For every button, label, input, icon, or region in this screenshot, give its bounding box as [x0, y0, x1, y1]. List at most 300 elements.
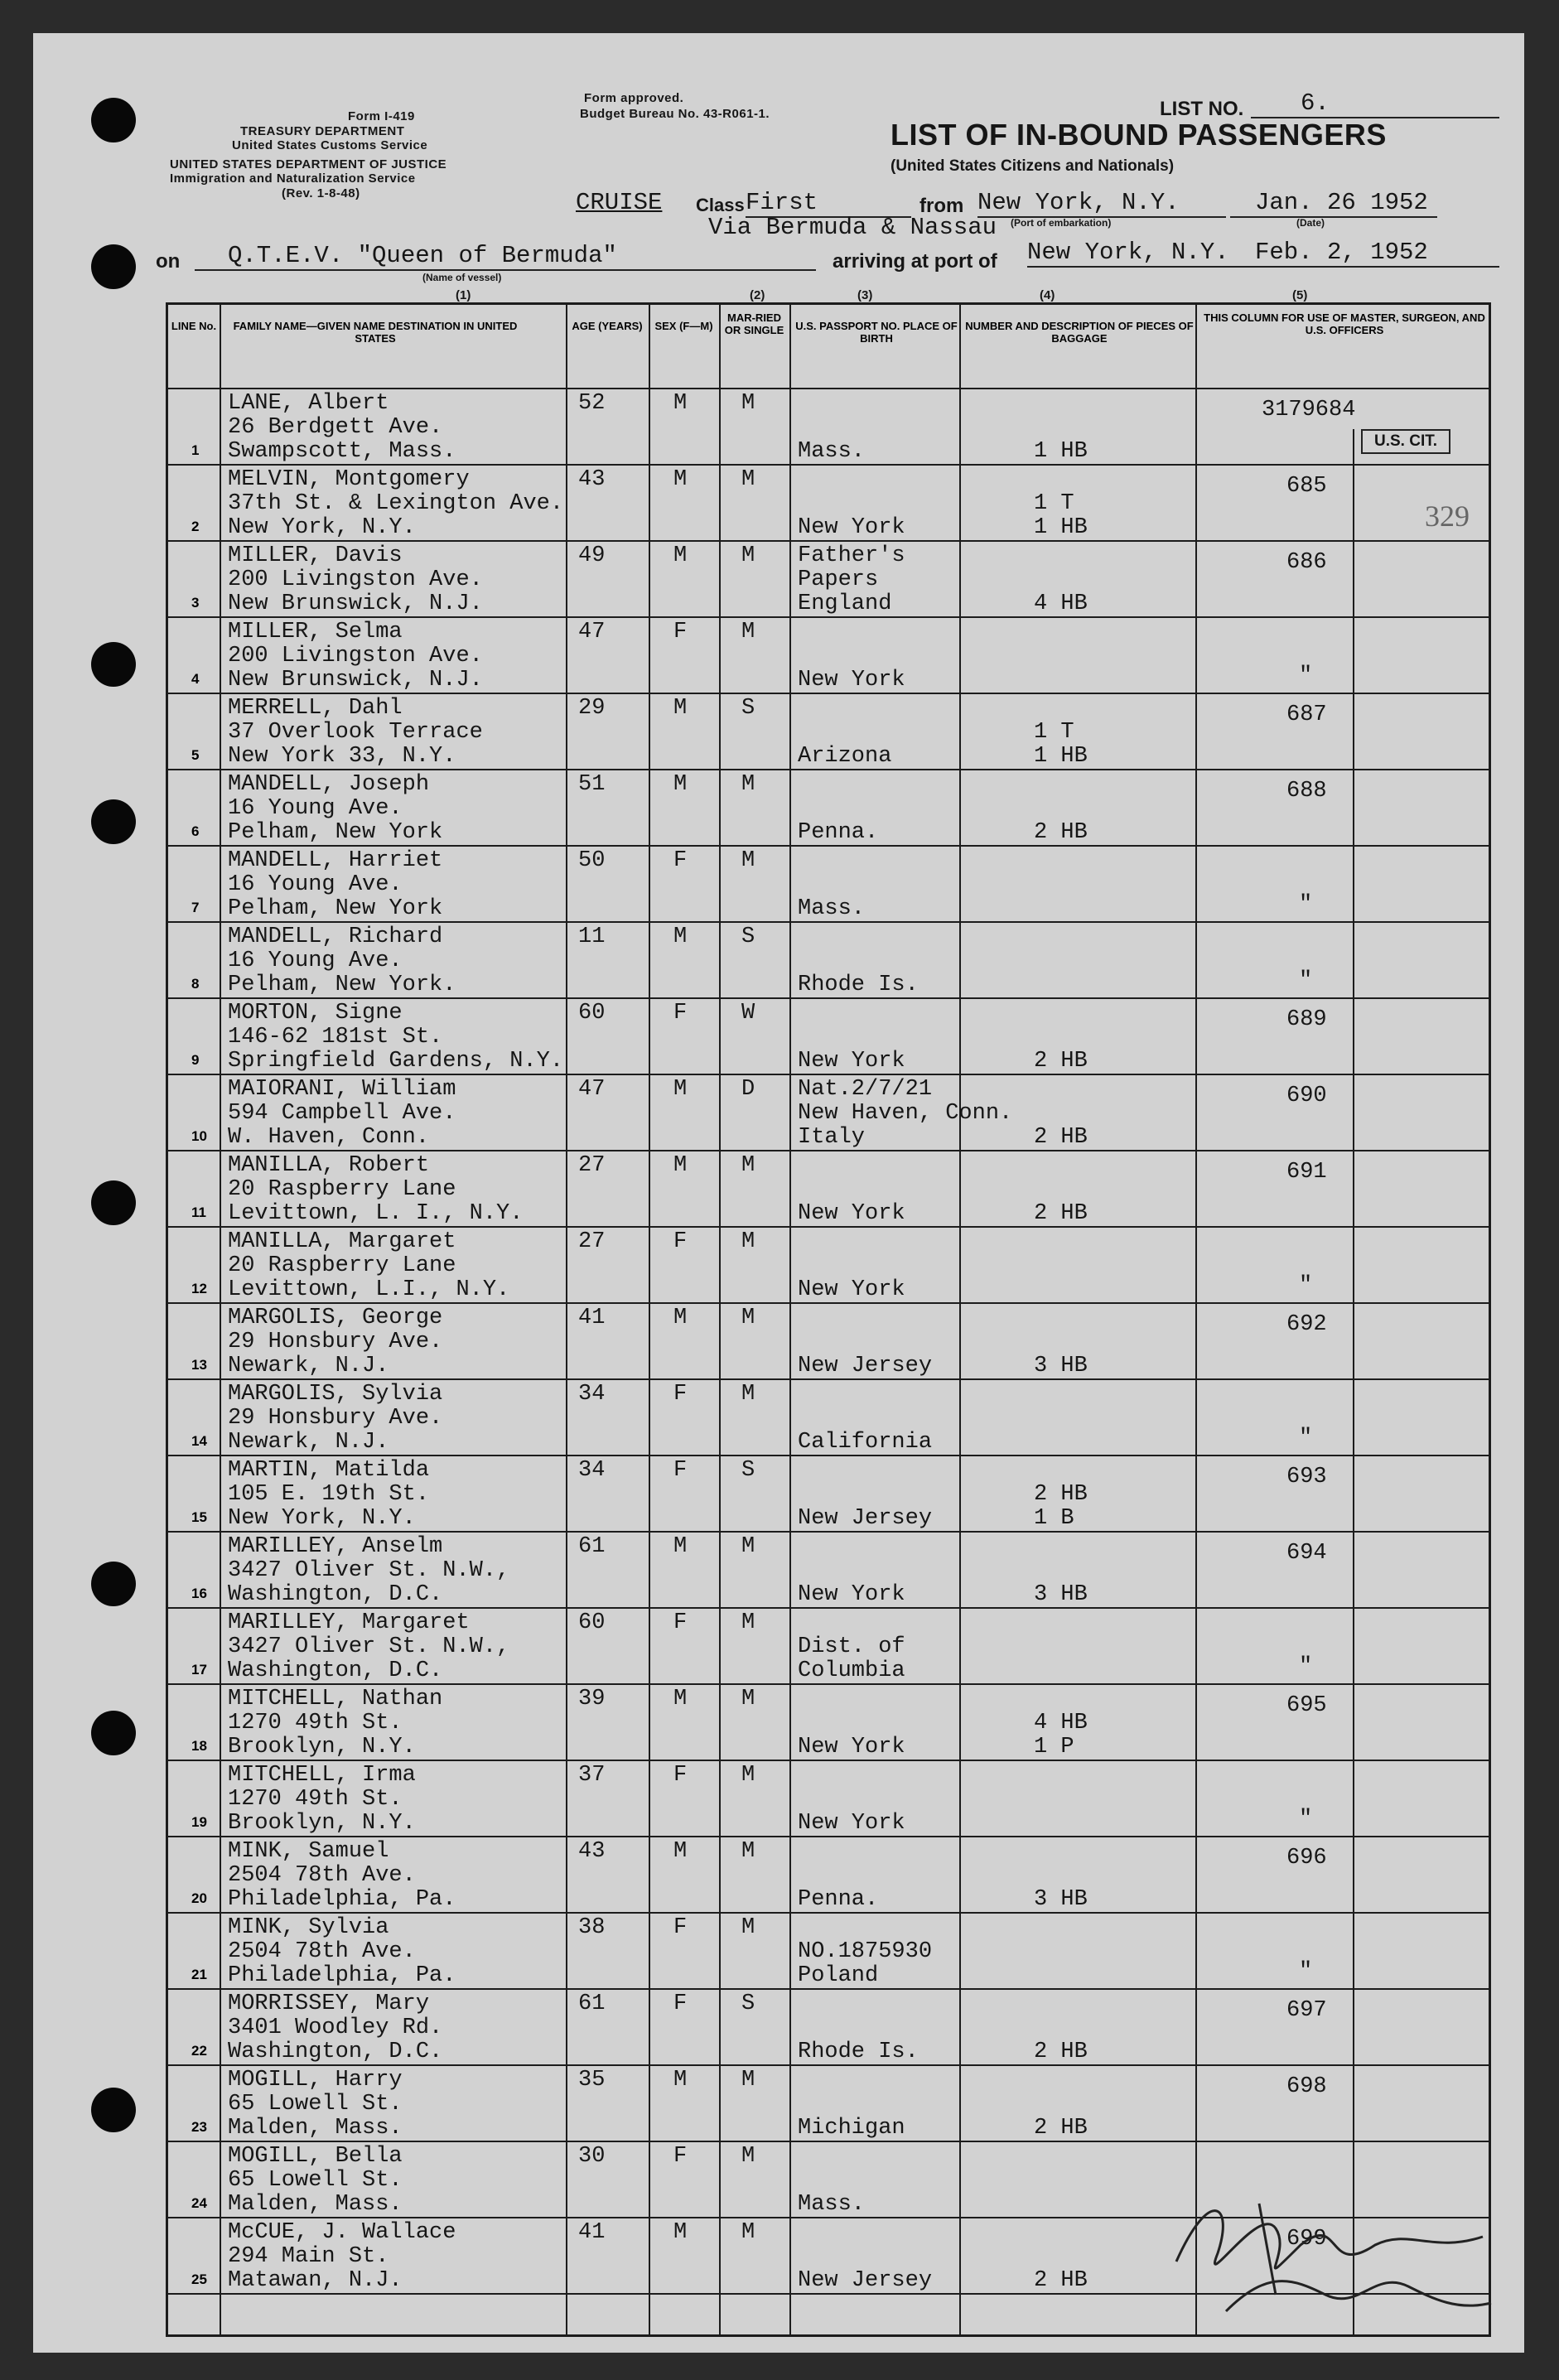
form-title: LIST OF IN-BOUND PASSENGERS	[891, 118, 1387, 152]
officer-number: 693	[1286, 1465, 1327, 1489]
address-line-2: Pelham, New York	[228, 896, 443, 921]
line-number: 2	[191, 519, 200, 534]
officer-number: 692	[1286, 1312, 1327, 1337]
line-number: 4	[191, 671, 200, 687]
place-of-birth-3: New York	[798, 1582, 905, 1607]
marital-status: M	[741, 1153, 755, 1178]
address-line-1: 16 Young Ave.	[228, 872, 403, 897]
from-port: New York, N.Y.	[977, 189, 1226, 218]
table-row	[168, 1456, 1489, 1533]
age: 60	[578, 1001, 606, 1026]
passenger-name: MITCHELL, Nathan	[228, 1687, 443, 1711]
col-header-officers: THIS COLUMN FOR USE OF MASTER, SURGEON, AND U.S. OFFICERS	[1204, 311, 1485, 336]
marital-status: M	[741, 391, 755, 416]
address-line-1: 29 Honsbury Ave.	[228, 1406, 443, 1431]
passenger-name: MOGILL, Harry	[228, 2068, 403, 2093]
sex: F	[673, 1763, 688, 1788]
address-line-2: Philadelphia, Pa.	[228, 1963, 456, 1988]
place-of-birth-2: Dist. of	[798, 1634, 905, 1659]
col-header-name: FAMILY NAME—GIVEN NAME DESTINATION IN UNITED STATES	[233, 320, 518, 345]
line-number: 16	[191, 1586, 207, 1601]
address-line-2: New Brunswick, N.J.	[228, 591, 483, 616]
handwritten-signature	[1160, 2154, 1508, 2336]
table-row	[168, 1837, 1489, 1914]
baggage-1: 2 HB	[1034, 1482, 1088, 1507]
line-number: 3	[191, 595, 200, 611]
baggage-2: 3 HB	[1034, 1354, 1088, 1378]
address-line-2: Newark, N.J.	[228, 1430, 389, 1455]
place-of-birth-3: New York	[798, 668, 905, 693]
sex: M	[673, 467, 688, 492]
place-of-birth-3: Mass.	[798, 896, 866, 921]
vessel-caption: (Name of vessel)	[422, 272, 502, 283]
address-line-1: 1270 49th St.	[228, 1711, 403, 1736]
marital-status: M	[741, 543, 755, 568]
col-header-sex: SEX (F—M)	[654, 320, 713, 332]
revision-date: (Rev. 1-8-48)	[282, 186, 360, 200]
table-row	[168, 1685, 1489, 1761]
manifest-sheet	[33, 33, 1524, 2353]
age: 51	[578, 772, 606, 797]
age: 30	[578, 2144, 606, 2169]
age: 38	[578, 1915, 606, 1940]
officer-number: 687	[1286, 702, 1327, 727]
col-number-4: (4)	[1040, 288, 1055, 302]
ditto-mark: "	[1299, 1654, 1313, 1679]
table-row	[168, 1990, 1489, 2066]
place-of-birth-3: Mass.	[798, 2192, 866, 2217]
place-of-birth-3: New Jersey	[798, 1354, 933, 1378]
age: 43	[578, 1839, 606, 1864]
place-of-birth-3: England	[798, 591, 892, 616]
line-number: 7	[191, 900, 200, 915]
marital-status: S	[741, 696, 755, 721]
table-row	[168, 847, 1489, 923]
arrival-date: Feb. 2, 1952	[1255, 239, 1428, 266]
sex: M	[673, 1839, 688, 1864]
passenger-name: MELVIN, Montgomery	[228, 467, 470, 492]
col-header-married: MAR-RIED OR SINGLE	[724, 311, 784, 336]
ditto-mark: "	[1299, 892, 1313, 917]
ditto-mark: "	[1299, 664, 1313, 688]
marital-status: W	[741, 1001, 755, 1026]
passenger-name: MARGOLIS, George	[228, 1306, 443, 1330]
class-label: Class	[696, 195, 745, 215]
place-of-birth-3: New York	[798, 1277, 905, 1302]
table-row	[168, 1914, 1489, 1990]
punch-hole	[91, 2088, 136, 2132]
marital-status: M	[741, 1610, 755, 1635]
marital-status: M	[741, 2068, 755, 2093]
place-of-birth-2: New Haven, Conn.	[798, 1101, 1013, 1126]
address-line-2: Washington, D.C.	[228, 1582, 443, 1607]
place-of-birth-3: Columbia	[798, 1658, 905, 1683]
line-number: 10	[191, 1128, 207, 1144]
form-number: Form I-419	[348, 109, 415, 123]
place-of-birth-3: New York	[798, 515, 905, 540]
address-line-2: Malden, Mass.	[228, 2116, 403, 2141]
passenger-name: LANE, Albert	[228, 391, 389, 416]
place-of-birth-3: Arizona	[798, 744, 892, 769]
marital-status: S	[741, 1458, 755, 1483]
table-row	[168, 1761, 1489, 1837]
passenger-name: MARTIN, Matilda	[228, 1458, 430, 1483]
sex: M	[673, 924, 688, 949]
table-row	[168, 1075, 1489, 1151]
us-cit-annotation: U.S. CIT.	[1361, 429, 1450, 454]
table-row	[168, 1151, 1489, 1228]
place-of-birth-3: Penna.	[798, 1887, 879, 1912]
line-number: 5	[191, 747, 200, 763]
port-caption: (Port of embarkation)	[1011, 217, 1112, 229]
table-row	[168, 1380, 1489, 1456]
age: 27	[578, 1153, 606, 1178]
place-of-birth-3: New Jersey	[798, 1506, 933, 1531]
form-subtitle: (United States Citizens and Nationals)	[891, 157, 1175, 175]
address-line-2: Levittown, L.I., N.Y.	[228, 1277, 510, 1302]
baggage-2: 1 HB	[1034, 515, 1088, 540]
age: 60	[578, 1610, 606, 1635]
sex: F	[673, 1610, 688, 1635]
baggage-2: 4 HB	[1034, 591, 1088, 616]
age: 47	[578, 620, 606, 644]
sex: M	[673, 1153, 688, 1178]
line-number: 12	[191, 1281, 207, 1296]
address-line-1: 594 Campbell Ave.	[228, 1101, 456, 1126]
baggage-2: 2 HB	[1034, 1201, 1088, 1226]
passenger-table	[166, 302, 1491, 2337]
address-line-1: 65 Lowell St.	[228, 2168, 403, 2193]
line-number: 20	[191, 1890, 207, 1906]
sex: M	[673, 696, 688, 721]
punch-hole	[91, 1180, 136, 1225]
age: 35	[578, 2068, 606, 2093]
punch-hole	[91, 642, 136, 687]
baggage-2: 2 HB	[1034, 820, 1088, 845]
officer-number: 686	[1286, 550, 1327, 575]
stamp-number: 329	[1425, 500, 1470, 533]
address-line-1: 16 Young Ave.	[228, 949, 403, 973]
marital-status: S	[741, 924, 755, 949]
officer-number: 696	[1286, 1846, 1327, 1871]
marital-status: M	[741, 2144, 755, 2169]
marital-status: M	[741, 467, 755, 492]
passenger-name: MANILLA, Margaret	[228, 1229, 456, 1254]
line-number: 25	[191, 2271, 207, 2287]
passenger-name: MITCHELL, Irma	[228, 1763, 416, 1788]
on-label: on	[156, 250, 181, 273]
address-line-2: New Brunswick, N.J.	[228, 668, 483, 693]
line-number: 9	[191, 1052, 200, 1068]
place-of-birth-2: NO.1875930	[798, 1939, 933, 1964]
age: 41	[578, 1306, 606, 1330]
passenger-name: McCUE, J. Wallace	[228, 2220, 456, 2245]
ditto-mark: "	[1299, 1273, 1313, 1298]
table-row	[168, 542, 1489, 618]
customs-service: United States Customs Service	[232, 138, 428, 152]
baggage-2: 2 HB	[1034, 2116, 1088, 2141]
form-approved: Form approved.	[584, 91, 684, 105]
first-control-number: 3179684	[1262, 398, 1356, 422]
table-row	[168, 1609, 1489, 1685]
age: 39	[578, 1687, 606, 1711]
officer-number: 698	[1286, 2074, 1327, 2099]
baggage-1: 1 T	[1034, 491, 1074, 516]
table-row	[168, 999, 1489, 1075]
marital-status: M	[741, 1229, 755, 1254]
age: 11	[578, 924, 606, 949]
vessel-name: Q.T.E.V. "Queen of Bermuda"	[195, 242, 816, 271]
passenger-name: MINK, Samuel	[228, 1839, 389, 1864]
marital-status: M	[741, 1382, 755, 1407]
passenger-name: MERRELL, Dahl	[228, 696, 403, 721]
table-row	[168, 2066, 1489, 2142]
address-line-1: 20 Raspberry Lane	[228, 1253, 456, 1278]
sex: F	[673, 1915, 688, 1940]
place-of-birth-3: Rhode Is.	[798, 973, 919, 997]
col-header-baggage: NUMBER AND DESCRIPTION OF PIECES OF BAGGAGE	[965, 320, 1194, 345]
passenger-name: MANDELL, Richard	[228, 924, 443, 949]
place-of-birth-3: Rhode Is.	[798, 2040, 919, 2064]
sex: F	[673, 620, 688, 644]
sex: M	[673, 2220, 688, 2245]
sex: F	[673, 1458, 688, 1483]
address-line-1: 20 Raspberry Lane	[228, 1177, 456, 1202]
marital-status: M	[741, 848, 755, 873]
baggage-2: 2 HB	[1034, 1125, 1088, 1150]
passenger-name: MORTON, Signe	[228, 1001, 403, 1026]
sex: M	[673, 2068, 688, 2093]
table-row	[168, 466, 1489, 542]
baggage-2: 3 HB	[1034, 1887, 1088, 1912]
address-line-1: 2504 78th Ave.	[228, 1939, 416, 1964]
baggage-2: 1 B	[1034, 1506, 1074, 1531]
address-line-1: 200 Livingston Ave.	[228, 644, 483, 669]
sex: M	[673, 1306, 688, 1330]
address-line-1: 2504 78th Ave.	[228, 1863, 416, 1888]
marital-status: D	[741, 1077, 755, 1102]
age: 41	[578, 2220, 606, 2245]
marital-status: M	[741, 1534, 755, 1559]
passenger-name: MANILLA, Robert	[228, 1153, 430, 1178]
arriving-label: arriving at port of	[833, 250, 997, 273]
list-no-label: LIST NO.	[1160, 98, 1244, 120]
baggage-2: 2 HB	[1034, 2268, 1088, 2293]
col-number-2: (2)	[750, 288, 765, 302]
place-of-birth-3: Poland	[798, 1963, 879, 1988]
address-line-1: 29 Honsbury Ave.	[228, 1330, 443, 1354]
place-of-birth-1: Nat.2/7/21	[798, 1077, 933, 1102]
baggage-2: 2 HB	[1034, 1049, 1088, 1074]
address-line-2: Brooklyn, N.Y.	[228, 1811, 416, 1836]
address-line-2: New York 33, N.Y.	[228, 744, 456, 769]
age: 27	[578, 1229, 606, 1254]
passenger-name: MANDELL, Joseph	[228, 772, 430, 797]
officer-number: 691	[1286, 1160, 1327, 1185]
line-number: 15	[191, 1509, 207, 1525]
col-header-age: AGE (YEARS)	[572, 320, 643, 332]
line-number: 11	[191, 1204, 206, 1220]
address-line-2: W. Haven, Conn.	[228, 1125, 430, 1150]
address-line-2: Washington, D.C.	[228, 1658, 443, 1683]
line-number: 23	[191, 2119, 207, 2135]
address-line-1: 200 Livingston Ave.	[228, 567, 483, 592]
address-line-1: 3427 Oliver St. N.W.,	[228, 1634, 510, 1659]
officer-number: 688	[1286, 779, 1327, 804]
age: 34	[578, 1458, 606, 1483]
address-line-1: 1270 49th St.	[228, 1787, 403, 1812]
address-line-1: 65 Lowell St.	[228, 2092, 403, 2117]
punch-hole	[91, 799, 136, 844]
passenger-name: MILLER, Davis	[228, 543, 403, 568]
age: 61	[578, 1991, 606, 2016]
marital-status: M	[741, 1839, 755, 1864]
list-no-value: 6.	[1251, 89, 1499, 118]
address-line-2: Washington, D.C.	[228, 2040, 443, 2064]
marital-status: S	[741, 1991, 755, 2016]
officer-number: 685	[1286, 474, 1327, 499]
line-number: 13	[191, 1357, 207, 1373]
budget-bureau: Budget Bureau No. 43-R061-1.	[580, 107, 770, 121]
passenger-name: MILLER, Selma	[228, 620, 403, 644]
address-line-2: New York, N.Y.	[228, 1506, 416, 1531]
place-of-birth-3: Italy	[798, 1125, 866, 1150]
sex: F	[673, 1991, 688, 2016]
officer-number: 694	[1286, 1541, 1327, 1566]
age: 34	[578, 1382, 606, 1407]
arrival-port: New York, N.Y.	[1027, 239, 1499, 268]
baggage-2: 1 HB	[1034, 744, 1088, 769]
address-line-2: Philadelphia, Pa.	[228, 1887, 456, 1912]
address-line-2: Matawan, N.J.	[228, 2268, 403, 2293]
line-number: 22	[191, 2043, 207, 2059]
table-row	[168, 770, 1489, 847]
sex: F	[673, 1382, 688, 1407]
age: 50	[578, 848, 606, 873]
col-number-3: (3)	[857, 288, 873, 302]
age: 61	[578, 1534, 606, 1559]
place-of-birth-3: Penna.	[798, 820, 879, 845]
sex: M	[673, 1687, 688, 1711]
address-line-2: Malden, Mass.	[228, 2192, 403, 2217]
sex: F	[673, 2144, 688, 2169]
address-line-1: 294 Main St.	[228, 2244, 389, 2269]
address-line-1: 105 E. 19th St.	[228, 1482, 430, 1507]
address-line-2: Springfield Gardens, N.Y.	[228, 1049, 564, 1074]
address-line-2: Pelham, New York	[228, 820, 443, 845]
place-of-birth-3: Michigan	[798, 2116, 905, 2141]
col-header-passport: U.S. PASSPORT NO. PLACE OF BIRTH	[795, 320, 958, 345]
from-label: from	[919, 195, 964, 217]
line-number: 19	[191, 1814, 207, 1830]
place-of-birth-3: New York	[798, 1049, 905, 1074]
sex: F	[673, 848, 688, 873]
line-number: 1	[191, 442, 200, 458]
sex: M	[673, 391, 688, 416]
ditto-mark: "	[1299, 1959, 1313, 1984]
cruise-label: CRUISE	[576, 189, 663, 216]
marital-status: M	[741, 2220, 755, 2245]
sex: M	[673, 543, 688, 568]
treasury-dept: TREASURY DEPARTMENT	[240, 124, 405, 138]
address-line-2: Brooklyn, N.Y.	[228, 1735, 416, 1760]
officer-number: 690	[1286, 1084, 1327, 1108]
col-number-5: (5)	[1292, 288, 1308, 302]
address-line-2: New York, N.Y.	[228, 515, 416, 540]
col-header-line-no: LINE No.	[171, 320, 217, 332]
address-line-1: 3427 Oliver St. N.W.,	[228, 1558, 510, 1583]
ditto-mark: "	[1299, 1426, 1313, 1451]
address-line-2: Newark, N.J.	[228, 1354, 389, 1378]
line-number: 8	[191, 976, 200, 992]
sex: M	[673, 1077, 688, 1102]
table-row	[168, 389, 1489, 466]
punch-hole	[91, 1562, 136, 1606]
passenger-name: MOGILL, Bella	[228, 2144, 403, 2169]
marital-status: M	[741, 1915, 755, 1940]
line-number: 17	[191, 1662, 207, 1678]
passenger-name: MINK, Sylvia	[228, 1915, 389, 1940]
age: 37	[578, 1763, 606, 1788]
baggage-2: 1 P	[1034, 1735, 1074, 1760]
line-number: 24	[191, 2195, 207, 2211]
age: 47	[578, 1077, 606, 1102]
ditto-mark: "	[1299, 968, 1313, 993]
officer-number: 697	[1286, 1998, 1327, 2023]
baggage-2: 1 HB	[1034, 439, 1088, 464]
place-of-birth-3: New York	[798, 1735, 905, 1760]
sex: M	[673, 772, 688, 797]
place-of-birth-1: Father's	[798, 543, 905, 568]
officer-number: 699	[1286, 2227, 1327, 2252]
officer-number: 695	[1286, 1693, 1327, 1718]
line-number: 18	[191, 1738, 207, 1754]
table-row	[168, 923, 1489, 999]
address-line-1: 26 Berdgett Ave.	[228, 415, 443, 440]
age: 49	[578, 543, 606, 568]
place-of-birth-3: California	[798, 1430, 933, 1455]
table-row	[168, 618, 1489, 694]
punch-hole	[91, 244, 136, 289]
passenger-name: MORRISSEY, Mary	[228, 1991, 430, 2016]
sex: F	[673, 1229, 688, 1254]
line-number: 21	[191, 1967, 207, 1982]
address-line-1: 37th St. & Lexington Ave.	[228, 491, 564, 516]
age: 29	[578, 696, 606, 721]
place-of-birth-2: Papers	[798, 567, 879, 592]
place-of-birth-3: Mass.	[798, 439, 866, 464]
table-row	[168, 1533, 1489, 1609]
ditto-mark: "	[1299, 1807, 1313, 1832]
class-value: First	[746, 189, 911, 218]
passenger-name: MARGOLIS, Sylvia	[228, 1382, 443, 1407]
baggage-2: 2 HB	[1034, 2040, 1088, 2064]
col-number-1: (1)	[456, 288, 471, 302]
punch-hole	[91, 98, 136, 142]
baggage-1: 1 T	[1034, 720, 1074, 745]
place-of-birth-3: New York	[798, 1201, 905, 1226]
sex: F	[673, 1001, 688, 1026]
address-line-2: Levittown, L. I., N.Y.	[228, 1201, 524, 1226]
passenger-name: MAIORANI, William	[228, 1077, 456, 1102]
address-line-1: 146-62 181st St.	[228, 1025, 443, 1050]
justice-dept: UNITED STATES DEPARTMENT OF JUSTICE	[170, 157, 447, 171]
baggage-2: 3 HB	[1034, 1582, 1088, 1607]
place-of-birth-3: New York	[798, 1811, 905, 1836]
marital-status: M	[741, 1763, 755, 1788]
table-row	[168, 1304, 1489, 1380]
table-row	[168, 694, 1489, 770]
